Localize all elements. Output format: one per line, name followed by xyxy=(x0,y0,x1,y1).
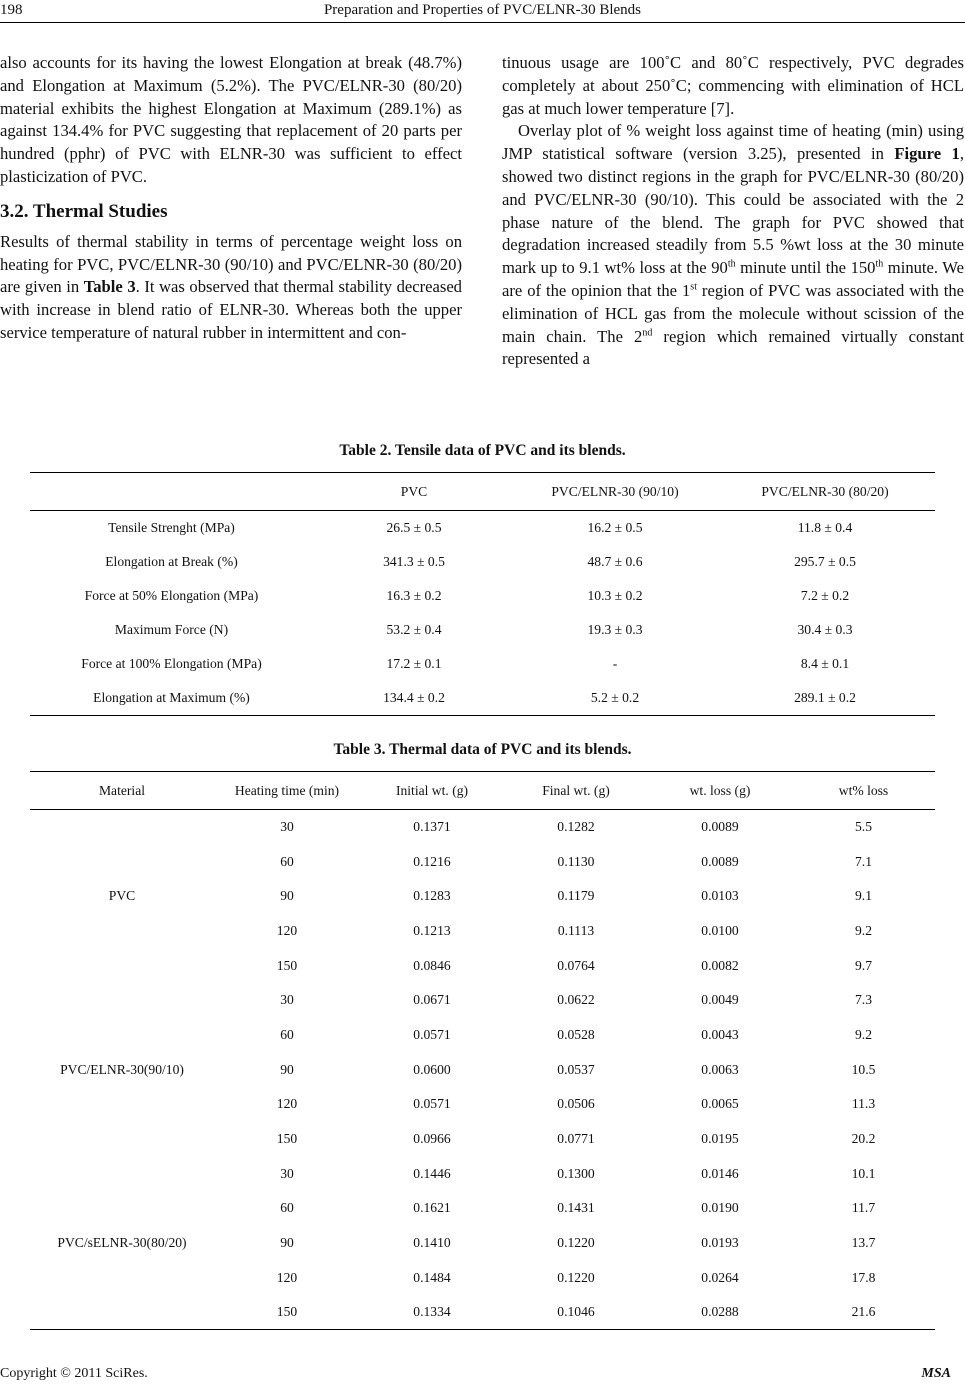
table3-cell: 0.0195 xyxy=(701,1131,739,1147)
table3-cell: 9.1 xyxy=(855,888,872,904)
table3-cell: 0.0537 xyxy=(557,1061,595,1077)
table2-cell: 48.7 ± 0.6 xyxy=(587,553,643,569)
table3-cell: 0.1484 xyxy=(413,1269,451,1285)
table3-cell: 7.1 xyxy=(855,853,872,869)
table2-cell: 7.2 ± 0.2 xyxy=(800,587,850,603)
table3-cell: 0.1300 xyxy=(557,1165,595,1181)
table3-cell: 5.5 xyxy=(855,819,872,835)
para-text: region which remained virtually constant represented a xyxy=(502,326,964,369)
table2-cell: - xyxy=(612,656,618,672)
table3-cell: 0.0103 xyxy=(701,888,739,904)
table3-header-cell: Final wt. (g) xyxy=(542,782,610,798)
table3-cell: 0.1113 xyxy=(557,922,595,938)
table3-cell: 60 xyxy=(280,1026,294,1042)
table3-cell: 0.0100 xyxy=(701,922,739,938)
para-text: . It was observed that thermal stability decreased with increase in blend ratio of ELNR-30. Whereas both the upper service temperature of natural rubber in intermittent and con- xyxy=(0,277,462,342)
table3-cell: 9.2 xyxy=(855,1026,872,1042)
table2-cell: 10.3 ± 0.2 xyxy=(587,587,643,603)
right-paragraph-2 xyxy=(502,120,964,371)
table2-cell: Tensile Strenght (MPa) xyxy=(108,519,235,535)
table3-cell: 0.0049 xyxy=(701,992,739,1008)
table3-cell: 0.0528 xyxy=(557,1026,595,1042)
table2-header-row xyxy=(30,473,935,511)
table3-cell: 0.0600 xyxy=(413,1061,451,1077)
table3-cell: 0.1371 xyxy=(413,819,451,835)
table3-cell: 90 xyxy=(280,1061,294,1077)
table-row xyxy=(30,810,935,845)
table-row xyxy=(30,681,935,715)
table-row xyxy=(30,511,935,545)
table3-cell: 0.1621 xyxy=(413,1200,451,1216)
table2-cell: 341.3 ± 0.5 xyxy=(383,553,445,569)
superscript: th xyxy=(875,258,884,270)
table3-cell: 10.5 xyxy=(851,1061,876,1077)
table3-cell: 0.0571 xyxy=(413,1026,451,1042)
table-row xyxy=(30,545,935,579)
material-cell: PVC xyxy=(108,888,136,904)
table3-cell: 30 xyxy=(280,992,294,1008)
table3-cell: 0.0065 xyxy=(701,1096,739,1112)
table-row xyxy=(30,647,935,681)
table3-cell: 0.0089 xyxy=(701,819,739,835)
table3-cell: 30 xyxy=(280,819,294,835)
superscript: nd xyxy=(642,327,653,339)
table3-cell: 0.1213 xyxy=(413,922,451,938)
table2-cell: 30.4 ± 0.3 xyxy=(797,622,853,638)
table3-cell: 0.0193 xyxy=(701,1235,739,1251)
table2-cell: 5.2 ± 0.2 xyxy=(590,690,640,706)
header-rule xyxy=(0,22,965,23)
material-cell: PVC/sELNR-30(80/20) xyxy=(57,1234,187,1250)
table3-cell: 0.0146 xyxy=(701,1165,739,1181)
table3-header-cell: Initial wt. (g) xyxy=(395,782,469,798)
table3-cell: 0.0043 xyxy=(701,1026,739,1042)
section-heading: 3.2. Thermal Studies xyxy=(0,200,168,222)
table3-cell: 10.1 xyxy=(851,1165,876,1181)
table3-cell: 9.7 xyxy=(855,957,872,973)
table3-cell: 90 xyxy=(280,1235,294,1251)
table2-cell: 53.2 ± 0.4 xyxy=(386,622,442,638)
table3-cell: 120 xyxy=(276,1096,298,1112)
table3-cell: 120 xyxy=(276,1269,298,1285)
table3-cell: 0.0089 xyxy=(701,853,739,869)
table3-cell: 21.6 xyxy=(851,1304,876,1320)
table3-cell: 13.7 xyxy=(851,1235,876,1251)
table-row xyxy=(30,613,935,647)
right-column xyxy=(502,52,964,371)
table2-cell: 26.5 ± 0.5 xyxy=(386,519,442,535)
table2-header-cell: PVC/ELNR-30 (90/10) xyxy=(551,483,679,499)
table2-cell: Elongation at Break (%) xyxy=(105,553,238,569)
table3-cell: 0.0846 xyxy=(413,957,451,973)
running-title: Preparation and Properties of PVC/ELNR-30 Blends xyxy=(323,2,642,18)
table2-cell: 11.8 ± 0.4 xyxy=(797,519,853,535)
table3-cell: 0.1283 xyxy=(413,888,451,904)
table3-cell: 0.0764 xyxy=(557,957,595,973)
table2-cell: 19.3 ± 0.3 xyxy=(587,622,643,638)
table-row xyxy=(30,579,935,613)
table2-cell: 17.2 ± 0.1 xyxy=(386,656,442,672)
table3-cell: 0.0671 xyxy=(413,992,451,1008)
table3-cell: 30 xyxy=(280,1165,294,1181)
left-paragraph-1: also accounts for its having the lowest Elongation at break (48.7%) and Elongation at Maximum (5.2%). The PVC/ELNR-30 (80/20) material exhibits the highest Elongation at Maximum (289.1%) as against 134.4% for PVC suggesting that replacement of 20 parts per hundred (pphr) of PVC with ELNR-30 was sufficient to effect plasticization of PVC. xyxy=(0,53,462,186)
table3 xyxy=(30,771,935,1330)
material-cell: PVC/ELNR-30(90/10) xyxy=(60,1061,184,1077)
table3-cell: 0.0506 xyxy=(557,1096,595,1112)
para-text: minute until the 150 xyxy=(735,258,876,278)
table3-cell: 0.1130 xyxy=(557,853,595,869)
para-text: Overlay plot of % weight loss against time of heating (min) using JMP statistical software (version 3.25), presented in xyxy=(502,121,964,164)
table3-cell: 0.0771 xyxy=(557,1131,595,1147)
table3-cell: 0.0190 xyxy=(701,1200,739,1216)
table3-cell: 150 xyxy=(276,1304,298,1320)
table3-cell: 20.2 xyxy=(851,1131,876,1147)
table3-cell: 0.0288 xyxy=(701,1304,739,1320)
table3-cell: 0.0571 xyxy=(413,1096,451,1112)
page-number: 198 xyxy=(0,2,23,18)
table2-cell: 16.2 ± 0.5 xyxy=(587,519,643,535)
table2-header-cell: PVC/ELNR-30 (80/20) xyxy=(761,483,889,499)
copyright-notice: Copyright © 2011 SciRes. xyxy=(0,1366,148,1381)
table2 xyxy=(30,472,935,716)
table2-caption: Table 2. Tensile data of PVC and its blends. xyxy=(339,442,626,459)
table3-cell: 11.3 xyxy=(851,1096,876,1112)
table3-header-cell: wt. loss (g) xyxy=(689,782,751,798)
left-column xyxy=(0,52,462,345)
table2-cell: 289.1 ± 0.2 xyxy=(794,690,856,706)
table-row xyxy=(30,1156,935,1191)
table3-header-cell: Heating time (min) xyxy=(234,782,340,798)
table3-cell: 0.1431 xyxy=(557,1200,595,1216)
table3-cell: 0.0966 xyxy=(413,1131,451,1147)
table-reference: Table 3 xyxy=(83,277,136,297)
table3-cell: 0.0063 xyxy=(701,1061,739,1077)
table3-header-cell: wt% loss xyxy=(838,782,889,798)
para-text: region of PVC was associated with the elimination of HCL gas from the molecule without scission of the main chain. The 2 xyxy=(502,280,964,346)
left-paragraph-2 xyxy=(0,231,462,345)
table2-cell: 16.3 ± 0.2 xyxy=(386,587,442,603)
table2-cell: 134.4 ± 0.2 xyxy=(383,690,445,706)
table2-cell: 8.4 ± 0.1 xyxy=(800,656,850,672)
table3-cell: 0.0622 xyxy=(557,992,595,1008)
table3-header-row xyxy=(30,772,935,810)
table3-cell: 90 xyxy=(280,888,294,904)
table3-cell: 60 xyxy=(280,853,294,869)
table3-cell: 0.1334 xyxy=(413,1304,451,1320)
table3-cell: 0.1046 xyxy=(557,1304,595,1320)
table2-cell: Maximum Force (N) xyxy=(114,622,229,638)
para-text: minute. We are of the opinion that the 1 xyxy=(502,258,964,300)
right-paragraph-1: tinuous usage are 100˚C and 80˚C respectively, PVC degrades completely at about 250˚C; commencing with elimination of HCL gas at much lower temperature [7]. xyxy=(502,53,964,118)
table3-cell: 0.1179 xyxy=(557,888,595,904)
table3-cell: 60 xyxy=(280,1200,294,1216)
table3-cell: 0.1220 xyxy=(557,1269,595,1285)
superscript: th xyxy=(727,258,736,270)
table2-cell: Force at 50% Elongation (MPa) xyxy=(84,587,259,603)
table3-cell: 0.1410 xyxy=(413,1235,451,1251)
table3-cell: 150 xyxy=(276,957,298,973)
table3-caption: Table 3. Thermal data of PVC and its blends. xyxy=(333,741,632,758)
table3-cell: 7.3 xyxy=(855,992,872,1008)
table-row xyxy=(30,983,935,1018)
para-text: Results of thermal stability in terms of percentage weight loss on heating for PVC, PVC/ELNR-30 (90/10) and PVC/ELNR-30 (80/20) are given in xyxy=(0,231,462,297)
table2-header-cell xyxy=(30,473,313,511)
table3-cell: 120 xyxy=(276,922,298,938)
table3-cell: 0.1220 xyxy=(557,1235,595,1251)
table2-cell: Elongation at Maximum (%) xyxy=(93,690,250,706)
table3-header-cell: Material xyxy=(98,782,146,798)
table2-header-cell: PVC xyxy=(400,483,428,499)
table3-cell: 0.1216 xyxy=(413,853,451,869)
journal-abbrev: MSA xyxy=(921,1366,951,1381)
table3-cell: 0.1282 xyxy=(557,819,595,835)
table3-cell: 0.1446 xyxy=(413,1165,451,1181)
table3-cell: 17.8 xyxy=(851,1269,876,1285)
para-text: , showed two distinct regions in the graph for PVC/ELNR-30 (80/20) and PVC/ELNR-30 (90/10). This could be associated with the 2 phase nature of the blend. The graph for PVC showed that degradation increased steadily from 5.5 %wt loss at the 30 minute mark up to 9.1 wt% loss at the 90 xyxy=(502,144,964,278)
table2-cell: 295.7 ± 0.5 xyxy=(794,553,856,569)
superscript: st xyxy=(690,281,697,293)
figure-reference: Figure 1 xyxy=(894,144,960,164)
table3-cell: 0.0082 xyxy=(701,957,739,973)
table3-cell: 9.2 xyxy=(855,922,872,938)
table3-cell: 0.0264 xyxy=(701,1269,739,1285)
table3-cell: 150 xyxy=(276,1131,298,1147)
table2-cell: Force at 100% Elongation (MPa) xyxy=(81,656,262,672)
table3-cell: 11.7 xyxy=(851,1200,876,1216)
